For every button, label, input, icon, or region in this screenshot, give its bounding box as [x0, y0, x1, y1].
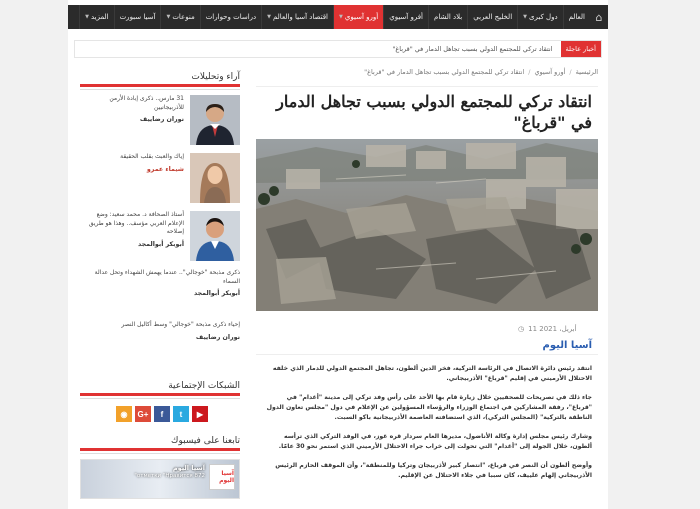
rss-icon[interactable]: ◉	[116, 406, 132, 422]
opinion-title[interactable]: 31 مارس.. ذكرى إبادة الأرمن للأذربيجانيين	[109, 95, 184, 111]
social-icons	[80, 406, 240, 422]
nav-item[interactable]	[333, 5, 383, 29]
breadcrumb-current: انتقاد تركي للمجتمع الدولي بسبب تجاهل الدمار في "قرباغ"	[364, 68, 525, 76]
opinion-item[interactable]	[80, 321, 240, 365]
opinion-item[interactable]	[80, 153, 240, 203]
nav-item[interactable]	[160, 5, 199, 29]
breaking-news-bar	[74, 40, 602, 58]
nav-item-label: المزيد	[90, 13, 109, 21]
breadcrumb-separator: /	[528, 68, 531, 76]
chevron-down-icon: ▼	[523, 14, 527, 20]
chevron-down-icon: ▼	[166, 14, 171, 20]
breaking-news-tag: أخبار عاجلة	[561, 41, 602, 57]
nav-item[interactable]	[114, 5, 161, 29]
article-paragraph: جاء ذلك في تصريحات للصحفيين خلال زيارة قام بها الأحد على رأس وفد تركي إلى مدينة "أغدام" في "قرباغ"، رفقة المشاركين في اجتماع الوزراء والرؤساء المسؤولين عن الإعلام في دول "مجلس تعاون الدول الناطقة بالتركية" (المجلس التركي)، الذي استضافته العاصمة الأذربيجانية باكو السبت.	[266, 394, 592, 421]
nav-item-label: دول كبرى	[529, 13, 558, 21]
breadcrumb-home[interactable]: الرئيسية	[575, 68, 598, 76]
nav-item-label: اقتصاد آسيا والعالم	[273, 13, 329, 21]
nav-item-label: الخليج العربي	[473, 13, 513, 21]
social-heading: الشبكات الإجتماعية	[80, 381, 240, 396]
opinion-title[interactable]: إحياء ذكرى مذبحة "خوجالي" وسط أكاليل النصر	[121, 321, 240, 328]
clock-icon: ◷	[518, 325, 525, 333]
nav-item-label: آسيا سبورت	[119, 13, 156, 21]
destroyed-town-photo	[256, 139, 598, 311]
article-source[interactable]: آسيا اليوم	[256, 337, 598, 355]
opinion-item[interactable]	[80, 211, 240, 261]
facebook-heading: تابعنا على فيسبوك	[80, 436, 240, 451]
breadcrumb-category[interactable]: أورو آسيوي	[534, 68, 566, 76]
facebook-page-name[interactable]: آسيا اليوم	[172, 464, 205, 472]
page-container	[68, 0, 608, 509]
opinion-author[interactable]: أبوبكر أبوالمجد	[138, 240, 184, 248]
main-content	[256, 66, 598, 481]
youtube-icon[interactable]: ▶	[192, 406, 208, 422]
home-icon[interactable]: ⌂	[595, 10, 603, 24]
article-paragraph: وشارك رئيس مجلس إدارة وكالة الأناضول، مديرها العام سردار قره غوز، في الوفد التركي الذي ترأسه ألطون، خلال الجولة إلى "أغدام" التي تحولت إلى خراب جراء الاحتلال الأرميني الذي استمر نحو 30 عامًا.	[278, 433, 592, 450]
nav-item-label: أفرو آسيوي	[389, 13, 423, 21]
article-body	[256, 364, 598, 481]
opinion-author[interactable]: أبوبكر أبوالمجد	[194, 290, 240, 297]
page-logo[interactable]: آسيا اليوم	[209, 464, 235, 490]
opinion-item[interactable]	[80, 269, 240, 313]
breadcrumb-separator: /	[569, 68, 572, 76]
facebook-page-widget[interactable]	[80, 459, 240, 499]
sidebar	[80, 72, 240, 499]
nav-item[interactable]	[200, 5, 261, 29]
article-title: انتقاد تركي للمجتمع الدولي بسبب تجاهل الدمار في "قرباغ"	[256, 86, 598, 133]
article-paragraph: انتقد رئيس دائرة الاتصال في الرئاسة التركية، فخر الدين ألطون، تجاهل المجتمع الدولي للدمار الذي خلفه الاحتلال الأرميني في إقليم "قرباغ" الأذربيجاني.	[272, 365, 592, 382]
facebook-icon[interactable]: f	[154, 406, 170, 422]
opinion-title[interactable]: ذكرى مذبحة "خوجالي".. عندما يهمش الشهداء وتحل عدالة السماء	[94, 269, 240, 285]
nav-item[interactable]	[428, 5, 467, 29]
article-hero-image	[256, 139, 598, 311]
author-photo[interactable]	[190, 95, 240, 145]
nav-item-label: منوعات	[172, 13, 195, 21]
opinion-title[interactable]: أستاذ الصحافة د. محمد سعيد: وضع الإعلام العربي مؤسف.. وهذا هو طريق إصلاحه	[88, 211, 184, 235]
nav-item-label: بلاد الشام	[434, 13, 463, 21]
facebook-likes: 872 отметки "Нравится"	[134, 473, 205, 479]
author-photo[interactable]	[190, 211, 240, 261]
nav-item-label: دراسات وحوارات	[205, 13, 257, 21]
opinion-author[interactable]: نوران رضاييف	[195, 333, 240, 341]
opinion-author[interactable]: نوران رضاييف	[139, 116, 184, 123]
opinions-heading: آراء وتحليلات	[80, 72, 240, 87]
breaking-news-link[interactable]: انتقاد تركي للمجتمع الدولي بسبب تجاهل الدمار في "قرباغ"	[392, 45, 553, 53]
author-photo[interactable]	[190, 153, 240, 203]
top-navigation	[68, 5, 608, 29]
article-paragraph: وأوضح ألطون أن النصر في قرباغ، "انتصار كبير لأذربيجان وتركيا وللمنطقة"، وأن الموقف الحازم الرئيس الأذربيجاني إلهام علييف، كان سببا في جلاء الاحتلال عن الإقليم.	[275, 462, 592, 479]
nav-item-label: العالم	[568, 13, 585, 21]
chevron-down-icon: ▼	[85, 14, 89, 20]
nav-item[interactable]	[79, 5, 113, 29]
opinion-item[interactable]	[80, 95, 240, 145]
nav-item[interactable]	[563, 5, 590, 29]
chevron-down-icon: ▼	[339, 14, 343, 20]
article-date: 11 أبريل، 2021	[528, 325, 577, 333]
article-meta	[256, 325, 598, 333]
google-plus-icon[interactable]: G+	[135, 406, 151, 422]
nav-item-label: أورو آسيوي	[344, 13, 379, 21]
twitter-icon[interactable]: t	[173, 406, 189, 422]
nav-item[interactable]	[517, 5, 562, 29]
breadcrumb	[256, 66, 598, 78]
nav-item[interactable]	[261, 5, 333, 29]
nav-item[interactable]	[467, 5, 517, 29]
opinion-author[interactable]: شيماء عمرو	[146, 165, 184, 173]
opinion-title[interactable]: إياك والعبث بقلب الحقيقة	[120, 153, 184, 160]
nav-item[interactable]	[383, 5, 428, 29]
chevron-down-icon: ▼	[267, 14, 272, 20]
